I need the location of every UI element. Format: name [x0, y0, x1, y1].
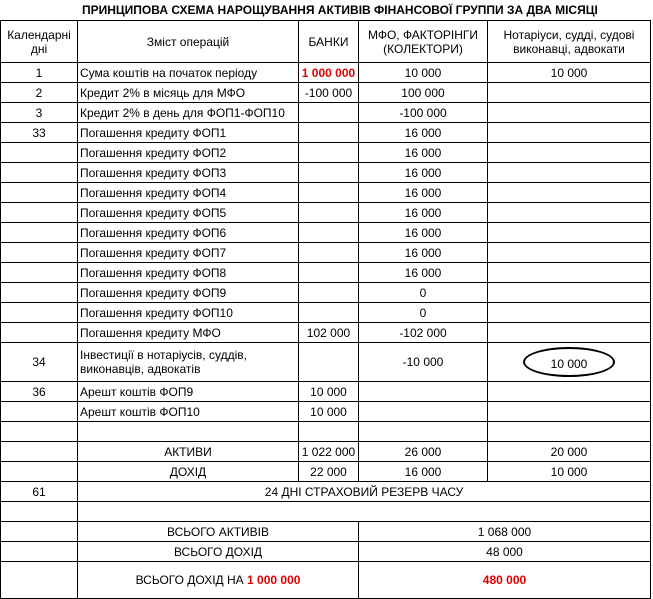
header-mfo: МФО, ФАКТОРІНГИ (КОЛЕКТОРИ) — [359, 21, 488, 63]
cell-empty — [78, 502, 651, 522]
cell-day — [1, 223, 78, 243]
empty-row — [1, 422, 651, 442]
cell-bank — [299, 163, 359, 183]
spacer-row — [1, 502, 651, 522]
cell-operation: Погашення кредиту ФОП7 — [78, 243, 299, 263]
cell-bank — [299, 103, 359, 123]
cell-bank — [299, 283, 359, 303]
table-row — [1, 303, 651, 323]
table-row — [1, 143, 651, 163]
table-row — [1, 263, 651, 283]
table-row — [1, 183, 651, 203]
cell-day — [1, 283, 78, 303]
cell-notary — [488, 382, 651, 402]
cell-operation: Арешт коштів ФОП10 — [78, 402, 299, 422]
cell-day — [1, 442, 78, 462]
total-assets-label: ВСЬОГО АКТИВІВ — [78, 522, 359, 542]
table-row — [1, 343, 651, 382]
income-mfo: 16 000 — [359, 462, 488, 482]
cell-empty — [359, 422, 488, 442]
cell-bank — [299, 343, 359, 382]
cell-operation: Погашення кредиту ФОП1 — [78, 123, 299, 143]
cell-day — [1, 462, 78, 482]
cell-day: 2 — [1, 83, 78, 103]
income-notary: 10 000 — [488, 462, 651, 482]
cell-notary — [488, 323, 651, 343]
cell-bank — [299, 263, 359, 283]
cell-bank — [299, 123, 359, 143]
cell-operation: Погашення кредиту ФОП5 — [78, 203, 299, 223]
total-income-value: 48 000 — [359, 542, 651, 562]
cell-notary — [488, 123, 651, 143]
cell-operation: Сума коштів на початок періоду — [78, 63, 299, 83]
cell-empty — [1, 502, 78, 522]
header-notaries: Нотаріуси, судді, судові виконавці, адвокати — [488, 21, 651, 63]
total-assets-row — [1, 522, 651, 542]
cell-mfo — [359, 402, 488, 422]
cell-bank: 10 000 — [299, 402, 359, 422]
assets-label: АКТИВИ — [78, 442, 299, 462]
table-row — [1, 223, 651, 243]
cell-empty — [1, 422, 78, 442]
cell-day — [1, 402, 78, 422]
cell-operation: Погашення кредиту ФОП4 — [78, 183, 299, 203]
reserve-row — [1, 482, 651, 502]
cell-bank — [299, 143, 359, 163]
total-income-on-label: ВСЬОГО ДОХІД НА — [135, 573, 244, 587]
cell-mfo: 10 000 — [359, 63, 488, 83]
cell-notary — [488, 223, 651, 243]
income-label: ДОХІД — [78, 462, 299, 482]
cell-bank — [299, 183, 359, 203]
cell-day — [1, 203, 78, 223]
highlight-oval: 10 000 — [523, 347, 615, 377]
total-income-row — [1, 542, 651, 562]
cell-bank — [299, 203, 359, 223]
header-banks: БАНКИ — [299, 21, 359, 63]
cell-mfo: -102 000 — [359, 323, 488, 343]
cell-empty — [488, 422, 651, 442]
cell-notary — [488, 83, 651, 103]
income-bank: 22 000 — [299, 462, 359, 482]
cell-empty — [299, 422, 359, 442]
assets-mfo: 26 000 — [359, 442, 488, 462]
header-days: Календарні дні — [1, 21, 78, 63]
cell-mfo: 16 000 — [359, 263, 488, 283]
header-row — [1, 21, 651, 63]
cell-operation: Погашення кредиту ФОП10 — [78, 303, 299, 323]
cell-day — [1, 243, 78, 263]
total-assets-value: 1 068 000 — [359, 522, 651, 542]
cell-day — [1, 303, 78, 323]
cell-empty — [1, 562, 78, 599]
table-row — [1, 382, 651, 402]
title-text: ПРИНЦИПОВА СХЕМА НАРОЩУВАННЯ АКТИВІВ ФІНАНСОВОЇ ГРУППИ ЗА ДВА МІСЯЦІ — [82, 3, 598, 17]
cell-mfo: 16 000 — [359, 123, 488, 143]
table-row — [1, 123, 651, 143]
cell-day — [1, 323, 78, 343]
assets-bank: 1 022 000 — [299, 442, 359, 462]
cell-day: 36 — [1, 382, 78, 402]
cell-mfo: -10 000 — [359, 343, 488, 382]
cell-notary — [488, 303, 651, 323]
cell-notary — [488, 343, 651, 382]
cell-bank: 1 000 000 — [299, 63, 359, 83]
page-title — [0, 0, 653, 20]
cell-mfo: 16 000 — [359, 243, 488, 263]
cell-notary — [488, 103, 651, 123]
table-row — [1, 243, 651, 263]
total-income-on-row — [1, 562, 651, 599]
cell-operation: Погашення кредиту ФОП8 — [78, 263, 299, 283]
cell-bank — [299, 303, 359, 323]
cell-notary — [488, 183, 651, 203]
cell-bank: -100 000 — [299, 83, 359, 103]
table-row — [1, 203, 651, 223]
assets-notary: 20 000 — [488, 442, 651, 462]
reserve-text: 24 ДНІ СТРАХОВИЙ РЕЗЕРВ ЧАСУ — [78, 482, 651, 502]
cell-operation: Кредит 2% в місяць для МФО — [78, 83, 299, 103]
header-content: Зміст операцій — [78, 21, 299, 63]
cell-mfo: 0 — [359, 303, 488, 323]
total-income-on-amount: 1 000 000 — [247, 573, 301, 587]
cell-bank — [299, 243, 359, 263]
cell-mfo: 16 000 — [359, 223, 488, 243]
cell-day — [1, 263, 78, 283]
assets-row — [1, 442, 651, 462]
cell-notary — [488, 283, 651, 303]
cell-operation: Погашення кредиту ФОП3 — [78, 163, 299, 183]
cell-mfo: 16 000 — [359, 143, 488, 163]
cell-mfo: 0 — [359, 283, 488, 303]
cell-notary — [488, 203, 651, 223]
cell-day: 3 — [1, 103, 78, 123]
cell-notary: 10 000 — [488, 63, 651, 83]
cell-operation: Погашення кредиту МФО — [78, 323, 299, 343]
cell-notary — [488, 263, 651, 283]
cell-operation: Погашення кредиту ФОП2 — [78, 143, 299, 163]
cell-day — [1, 163, 78, 183]
table-row — [1, 163, 651, 183]
cell-notary — [488, 143, 651, 163]
table-row — [1, 402, 651, 422]
reserve-day: 61 — [1, 482, 78, 502]
total-income-on-value: 480 000 — [359, 562, 651, 599]
table-row — [1, 323, 651, 343]
cell-mfo: -100 000 — [359, 103, 488, 123]
cell-bank: 10 000 — [299, 382, 359, 402]
income-row — [1, 462, 651, 482]
cell-notary — [488, 402, 651, 422]
cell-day: 33 — [1, 123, 78, 143]
cell-mfo: 100 000 — [359, 83, 488, 103]
cell-mfo: 16 000 — [359, 163, 488, 183]
assets-table — [0, 20, 651, 599]
cell-mfo: 16 000 — [359, 183, 488, 203]
cell-operation: Погашення кредиту ФОП6 — [78, 223, 299, 243]
total-income-label: ВСЬОГО ДОХІД — [78, 542, 359, 562]
cell-operation: Кредит 2% в день для ФОП1-ФОП10 — [78, 103, 299, 123]
total-income-on-cell — [78, 562, 359, 599]
cell-operation: Інвестиції в нотаріусів, суддів, виконавців, адвокатів — [78, 343, 299, 382]
table-row — [1, 83, 651, 103]
cell-day: 34 — [1, 343, 78, 382]
cell-bank: 102 000 — [299, 323, 359, 343]
cell-operation: Арешт коштів ФОП9 — [78, 382, 299, 402]
cell-mfo: 16 000 — [359, 203, 488, 223]
cell-empty — [1, 542, 78, 562]
cell-operation: Погашення кредиту ФОП9 — [78, 283, 299, 303]
cell-notary — [488, 163, 651, 183]
cell-day — [1, 143, 78, 163]
table-row — [1, 63, 651, 83]
cell-notary — [488, 243, 651, 263]
cell-empty — [78, 422, 299, 442]
cell-mfo — [359, 382, 488, 402]
table-row — [1, 103, 651, 123]
cell-day: 1 — [1, 63, 78, 83]
cell-bank — [299, 223, 359, 243]
cell-empty — [1, 522, 78, 542]
table-row — [1, 283, 651, 303]
cell-day — [1, 183, 78, 203]
